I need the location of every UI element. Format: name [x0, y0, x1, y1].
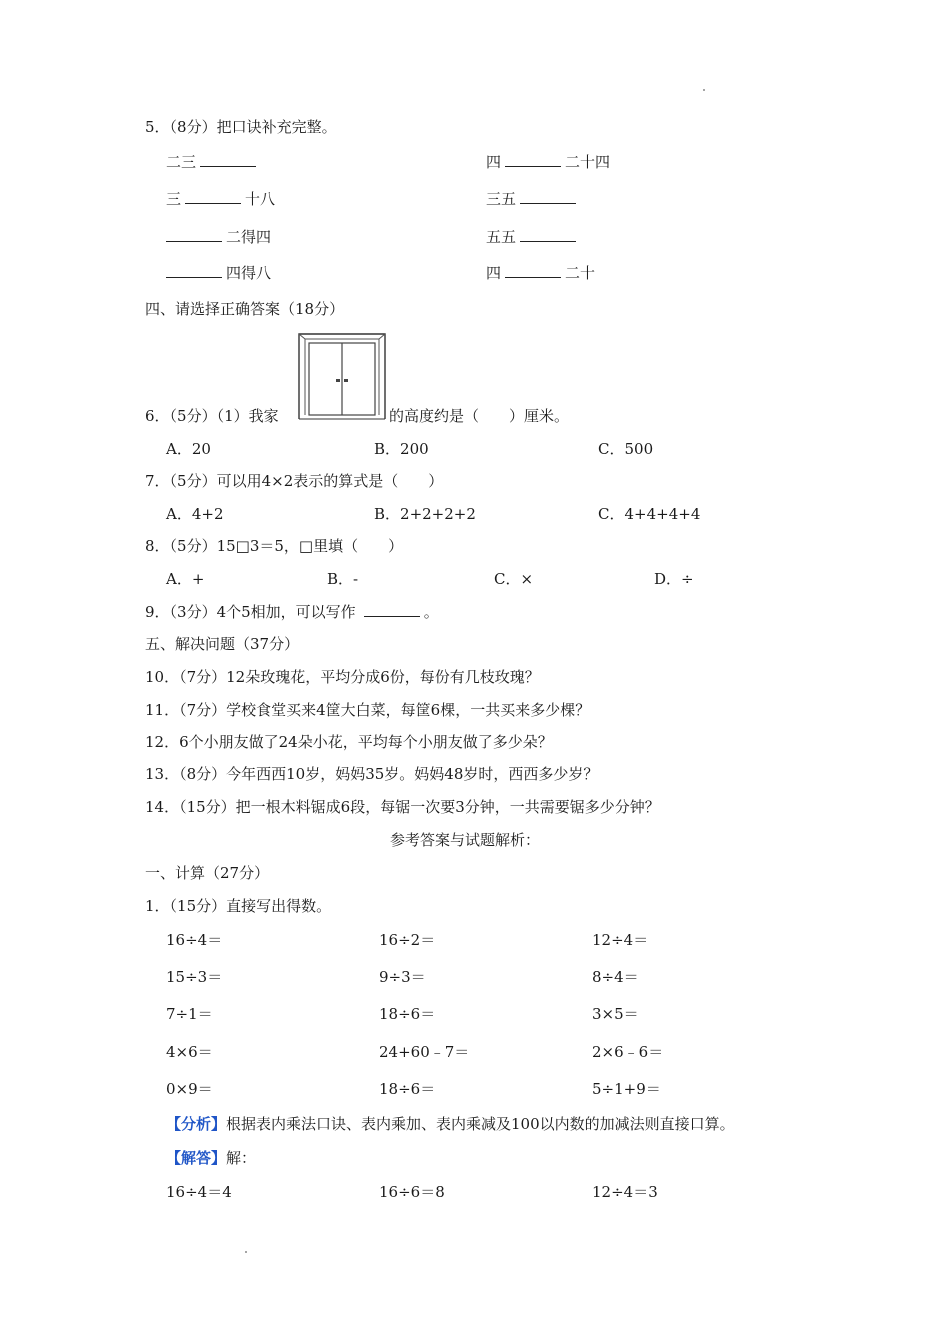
q5-row1-right: 四 二十四 — [486, 153, 611, 171]
answers-title: 参考答案与试题解析： — [390, 831, 541, 849]
q5-row1-left: 二三 — [166, 152, 260, 172]
answer-blank[interactable] — [364, 602, 420, 617]
answers-section1-heading: 一、计算（27分） — [145, 864, 270, 882]
answer-item: 12÷4＝3 — [592, 1183, 658, 1201]
q8-option-b[interactable]: B．- — [327, 570, 359, 588]
q6-option-a[interactable]: A．20 — [166, 440, 211, 458]
answer-blank[interactable] — [505, 152, 561, 167]
q10-stem: 10．（7分）12朵玫瑰花，平均分成6份，每份有几枝玫瑰？ — [145, 668, 540, 686]
q8-option-c[interactable]: C．× — [494, 570, 534, 588]
corner-dot — [703, 89, 705, 91]
answer-blank[interactable] — [520, 227, 576, 242]
calc-item: 2×6﹣6＝ — [592, 1043, 664, 1061]
answer-blank[interactable] — [200, 152, 256, 167]
analysis-tag: 【分析】 — [166, 1115, 227, 1133]
q5-title: 5．（8分）把口诀补充完整。 — [145, 118, 337, 136]
q6-option-c[interactable]: C．500 — [598, 440, 654, 458]
calc-item: 18÷6＝ — [379, 1080, 436, 1098]
calc-item: 5÷1+9＝ — [592, 1080, 661, 1098]
calc-item: 8÷4＝ — [592, 968, 639, 986]
analysis-line: 【分析】根据表内乘法口诀、表内乘加、表内乘减及100以内数的加减法则直接口算。 — [166, 1115, 735, 1133]
answer-blank[interactable] — [166, 227, 222, 242]
calc-item: 3×5＝ — [592, 1005, 639, 1023]
q7-stem: 7．（5分）可以用4×2表示的算式是（ ） — [145, 472, 444, 490]
q7-option-a[interactable]: A．4+2 — [166, 505, 224, 523]
calc-item: 7÷1＝ — [166, 1005, 213, 1023]
q5-row3-right: 五五 — [486, 227, 580, 247]
q8-stem: 8．（5分）15□3＝5，□里填（ ） — [145, 537, 404, 555]
answer-blank[interactable] — [185, 189, 241, 204]
q5-row3-left: 二得四 — [166, 227, 271, 247]
answer-blank[interactable] — [505, 263, 561, 278]
q12-stem: 12．6个小朋友做了24朵小花，平均每个小朋友做了多少朵？ — [145, 733, 553, 751]
calc-item: 12÷4＝ — [592, 931, 649, 949]
q6-stem-end: 的高度约是（ ）厘米。 — [389, 407, 570, 425]
answer-blank[interactable] — [520, 189, 576, 204]
calc-item: 0×9＝ — [166, 1080, 213, 1098]
calc-item: 4×6＝ — [166, 1043, 213, 1061]
door-illustration — [296, 331, 388, 421]
calc-item: 16÷2＝ — [379, 931, 436, 949]
q5-row4-right: 四 二十 — [486, 264, 596, 282]
q11-stem: 11．（7分）学校食堂买来4筐大白菜，每筐6棵，一共买来多少棵？ — [145, 701, 591, 719]
calc-item: 15÷3＝ — [166, 968, 223, 986]
calc-item: 16÷4＝ — [166, 931, 223, 949]
q13-stem: 13．（8分）今年西西10岁，妈妈35岁。妈妈48岁时，西西多少岁？ — [145, 765, 599, 783]
calc-item: 9÷3＝ — [379, 968, 426, 986]
solution-tag: 【解答】 — [166, 1149, 227, 1167]
q6-stem-start: 6．（5分）（1）我家 — [145, 407, 279, 425]
section5-heading: 五、解决问题（37分） — [145, 635, 300, 653]
footer-dot — [245, 1251, 247, 1253]
answer-blank[interactable] — [166, 263, 222, 278]
q6-option-b[interactable]: B．200 — [374, 440, 429, 458]
answer-item: 16÷6＝8 — [379, 1183, 445, 1201]
q14-stem: 14．（15分）把一根木料锯成6段，每锯一次要3分钟，一共需要锯多少分钟？ — [145, 798, 660, 816]
q7-option-c[interactable]: C．4+4+4+4 — [598, 505, 701, 523]
solution-line: 【解答】解： — [166, 1149, 257, 1167]
q5-row4-left: 四得八 — [166, 263, 271, 283]
q7-option-b[interactable]: B．2+2+2+2 — [374, 505, 476, 523]
q8-option-a[interactable]: A．+ — [166, 570, 205, 588]
q5-row2-left: 三 十八 — [166, 190, 276, 208]
q5-row2-right: 三五 — [486, 189, 580, 209]
answers-q1-title: 1．（15分）直接写出得数。 — [145, 897, 332, 915]
section4-heading: 四、请选择正确答案（18分） — [145, 300, 345, 318]
calc-item: 18÷6＝ — [379, 1005, 436, 1023]
q8-option-d[interactable]: D．÷ — [654, 570, 694, 588]
q9-stem: 9．（3分）4个5相加，可以写作 。 — [145, 603, 439, 621]
answer-item: 16÷4＝4 — [166, 1183, 232, 1201]
calc-item: 24+60﹣7＝ — [379, 1043, 470, 1061]
